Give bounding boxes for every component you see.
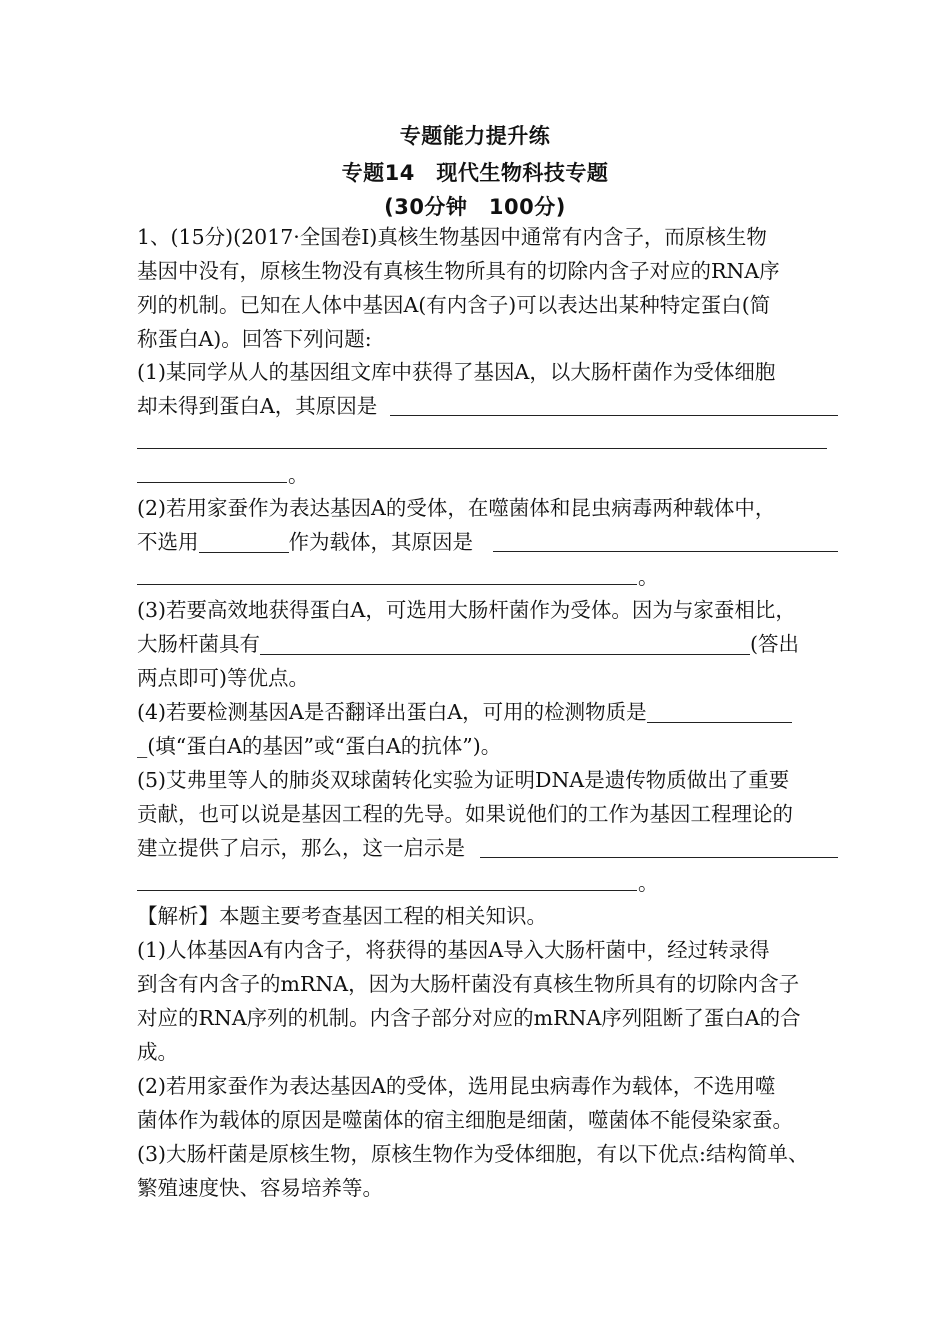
analysis-line: 成。 (137, 1040, 178, 1064)
analysis-heading: 【解析】本题主要考查基因工程的相关知识。 (137, 904, 547, 928)
subquestion-1-text: 却未得到蛋白A，其原因是 (137, 394, 378, 418)
subquestion-4-line2: _(填“蛋白A的基因”或“蛋白A的抗体”)。 (137, 734, 502, 758)
answer-blank-1a[interactable] (390, 415, 838, 416)
subquestion-3-text-b: (答出 (750, 632, 799, 656)
section-title: 专题14 现代生物科技专题 (341, 161, 609, 185)
subquestion-4 (137, 697, 792, 727)
answer-blank-3[interactable] (260, 632, 750, 655)
subquestion-4-text: (4)若要检测基因A是否翻译出蛋白A，可用的检测物质是 (137, 700, 647, 724)
analysis-line: 到含有内含子的mRNA，因为大肠杆菌没有真核生物所具有的切除内含子 (137, 972, 800, 996)
subquestion-5-line2: 贡献，也可以说是基因工程的先导。如果说他们的工作为基因工程理论的 (137, 802, 793, 826)
subquestion-2-end: 。 (638, 565, 659, 589)
answer-blank-2a[interactable] (199, 530, 289, 553)
subquestion-1-line2 (137, 391, 377, 421)
subquestion-2-line2 (137, 527, 473, 557)
question-intro-line: 基因中没有，原核生物没有真核生物所具有的切除内含子对应的RNA序 (137, 259, 780, 283)
analysis-line: 对应的RNA序列的机制。内含子部分对应的mRNA序列阻断了蛋白A的合 (137, 1006, 801, 1030)
question-intro-line: 列的机制。已知在人体中基因A(有内含子)可以表达出某种特定蛋白(简 (137, 293, 771, 317)
subquestion-1-end: 。 (288, 463, 309, 487)
analysis-line: 繁殖速度快、容易培养等。 (137, 1176, 383, 1200)
subquestion-2-text-b: 作为载体，其原因是 (288, 530, 473, 554)
analysis-line: 菌体作为载体的原因是噬菌体的宿主细胞是细菌，噬菌体不能侵染家蚕。 (137, 1108, 793, 1132)
subquestion-2-text-a: 不选用 (137, 530, 199, 554)
answer-blank-5a[interactable] (480, 857, 838, 858)
answer-blank-1c[interactable] (137, 482, 287, 483)
subquestion-5-line3 (137, 833, 465, 863)
subquestion-1: (1)某同学从人的基因组文库中获得了基因A，以大肠杆菌作为受体细胞 (137, 360, 776, 384)
answer-blank-2b[interactable] (493, 551, 838, 552)
subquestion-2: (2)若用家蚕作为表达基因A的受体，在噬菌体和昆虫病毒两种载体中， (137, 496, 776, 520)
page-title: 专题能力提升练 (399, 124, 551, 148)
answer-blank-2c[interactable] (137, 584, 637, 585)
time-score: (30分钟 100分) (384, 195, 566, 219)
answer-blank-1b[interactable] (137, 448, 827, 449)
subquestion-3-line3: 两点即可)等优点。 (137, 666, 309, 690)
analysis-line: (3)大肠杆菌是原核生物，原核生物作为受体细胞，有以下优点:结构简单、 (137, 1142, 809, 1166)
subquestion-3-line2 (137, 629, 799, 659)
answer-blank-4[interactable] (647, 700, 792, 723)
subquestion-3: (3)若要高效地获得蛋白A，可选用大肠杆菌作为受体。因为与家蚕相比， (137, 598, 796, 622)
subquestion-5-text: 建立提供了启示，那么，这一启示是 (137, 836, 465, 860)
question-intro-line: 1、(15分)(2017·全国卷Ⅰ)真核生物基因中通常有内含子，而原核生物 (137, 225, 767, 249)
question-intro-line: 称蛋白A)。回答下列问题: (137, 327, 372, 351)
subquestion-5: (5)艾弗里等人的肺炎双球菌转化实验为证明DNA是遗传物质做出了重要 (137, 768, 790, 792)
analysis-line: (2)若用家蚕作为表达基因A的受体，选用昆虫病毒作为载体，不选用噬 (137, 1074, 776, 1098)
subquestion-3-text-a: 大肠杆菌具有 (137, 632, 260, 656)
subquestion-5-end: 。 (638, 871, 659, 895)
analysis-line: (1)人体基因A有内含子，将获得的基因A导入大肠杆菌中，经过转录得 (137, 938, 770, 962)
answer-blank-5b[interactable] (137, 890, 637, 891)
